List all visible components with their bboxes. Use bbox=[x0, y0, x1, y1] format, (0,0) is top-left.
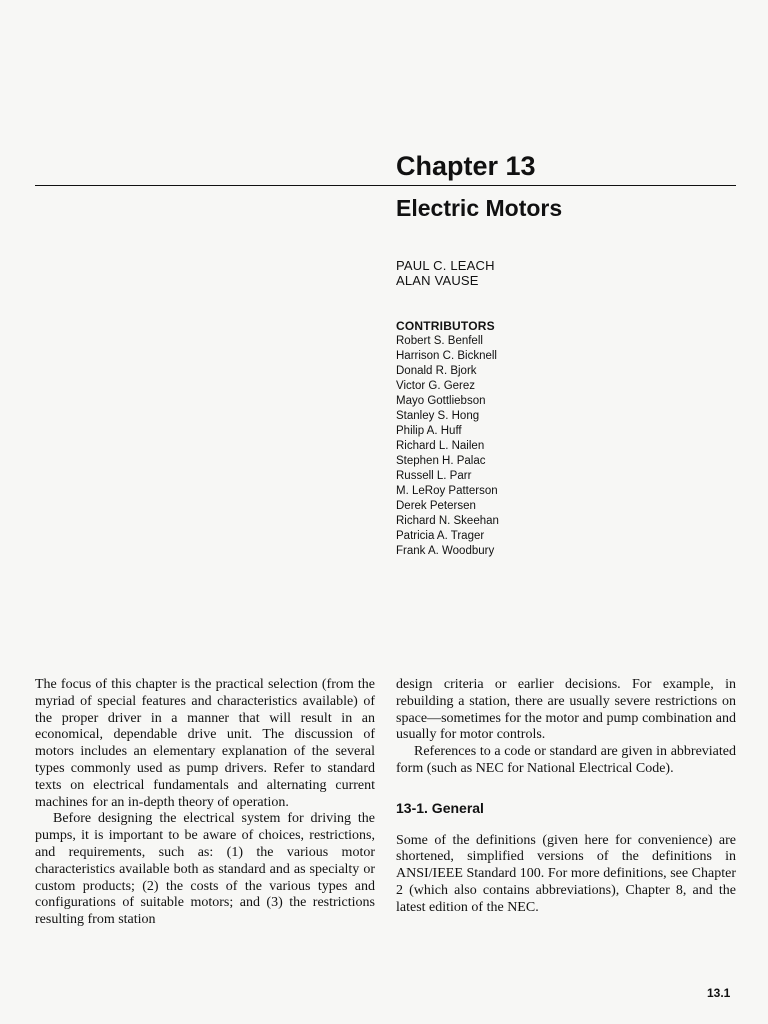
contributors-block bbox=[396, 319, 499, 559]
body-paragraph: design criteria or earlier decisions. For example, in rebuilding a station, there are usually severe restrictions on space—sometimes for the motor and pump combination and usually for motor controls. bbox=[396, 677, 736, 743]
contributors-heading: CONTRIBUTORS bbox=[396, 319, 495, 333]
contributor-name: Mayo Gottliebson bbox=[396, 395, 486, 407]
author-list bbox=[396, 258, 495, 288]
body-paragraph: Before designing the electrical system for driving the pumps, it is important to be aware of choices, restrictions, and requirements, such as: (1) the various motor characteristics available both as standard and as specialty or custom products; (2) the costs of the various types and configurations of suitable motors; and (3) the restrictions resulting from station bbox=[35, 811, 375, 928]
author-name: ALAN VAUSE bbox=[396, 273, 479, 288]
contributor-name: Richard N. Skeehan bbox=[396, 515, 499, 527]
contributor-name: Stanley S. Hong bbox=[396, 410, 480, 422]
section-heading: 13-1. General bbox=[396, 799, 484, 816]
author-name: PAUL C. LEACH bbox=[396, 258, 495, 273]
contributor-name: Derek Petersen bbox=[396, 500, 476, 512]
contributor-name: Richard L. Nailen bbox=[396, 440, 485, 452]
contributor-name: Stephen H. Palac bbox=[396, 455, 486, 467]
contributor-name: Robert S. Benfell bbox=[396, 335, 483, 347]
body-paragraph: Some of the definitions (given here for convenience) are shortened, simplified versions of the definitions in ANSI/IEEE Standard 100. For more definitions, see Chapter 2 (which also contains abbreviations), Chapter 8, and the latest edition of the NEC. bbox=[396, 832, 736, 915]
body-paragraph: References to a code or standard are given in abbreviated form (such as NEC for National Electrical Code). bbox=[396, 744, 736, 776]
title-rule bbox=[35, 185, 736, 186]
contributor-name: Harrison C. Bicknell bbox=[396, 350, 497, 362]
chapter-number: Chapter 13 bbox=[396, 151, 536, 181]
contributor-name: Patricia A. Trager bbox=[396, 530, 485, 542]
contributor-name: Victor G. Gerez bbox=[396, 380, 476, 392]
contributor-name: Russell L. Parr bbox=[396, 470, 472, 482]
contributor-name: Philip A. Huff bbox=[396, 425, 462, 437]
body-paragraph: The focus of this chapter is the practical selection (from the myriad of special features and characteristics available) of the proper driver in a manner that will result in an economical, dependable drive unit. The discussion of motors includes an elementary explanation of the several types commonly used as pump drivers. Refer to standard texts on electrical fundamentals and alternating current machines for an in-depth theory of operation. bbox=[35, 677, 375, 810]
contributor-name: M. LeRoy Patterson bbox=[396, 485, 498, 497]
page-number: 13.1 bbox=[707, 986, 731, 1000]
left-column bbox=[35, 677, 375, 929]
right-column bbox=[396, 677, 736, 917]
contributor-name: Frank A. Woodbury bbox=[396, 545, 495, 557]
contributor-name: Donald R. Bjork bbox=[396, 365, 477, 377]
chapter-title: Electric Motors bbox=[396, 195, 563, 221]
